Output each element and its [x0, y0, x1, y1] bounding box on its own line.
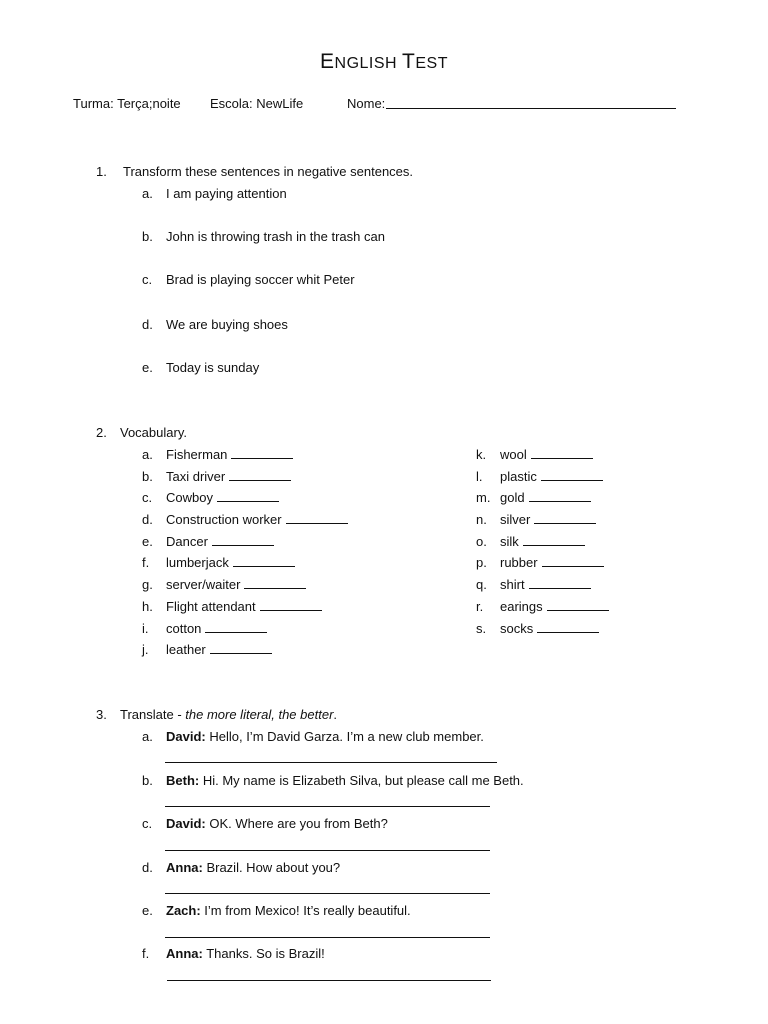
vocab-item-b: b. Taxi driver	[142, 469, 291, 484]
answer-blank[interactable]	[537, 621, 599, 633]
answer-blank[interactable]	[244, 577, 306, 589]
q1-item-c: c. Brad is playing soccer whit Peter	[142, 272, 355, 287]
answer-blank[interactable]	[534, 512, 596, 524]
vocab-item-l: l. plastic	[476, 469, 603, 484]
vocab-item-q: q. shirt	[476, 577, 591, 592]
answer-blank[interactable]	[541, 469, 603, 481]
vocab-item-n: n. silver	[476, 512, 596, 527]
answer-blank[interactable]	[542, 555, 604, 567]
dialogue-line-d: d. Anna: Brazil. How about you?	[142, 860, 341, 875]
q1-number: 1.	[96, 164, 107, 179]
answer-blank[interactable]	[529, 577, 591, 589]
q3-prompt: Translate - the more literal, the better.	[120, 707, 338, 722]
q1-item-a: a. I am paying attention	[142, 186, 287, 201]
answer-blank[interactable]	[229, 469, 291, 481]
dialogue-line-c: c. David: OK. Where are you from Beth?	[142, 816, 388, 831]
translation-answer-line[interactable]	[165, 893, 490, 894]
dialogue-line-a: a. David: Hello, I’m David Garza. I’m a new club member.	[142, 729, 484, 744]
vocab-item-d: d. Construction worker	[142, 512, 348, 527]
translation-answer-line[interactable]	[165, 806, 490, 807]
answer-blank[interactable]	[286, 512, 348, 524]
answer-blank[interactable]	[260, 599, 322, 611]
escola-label: Escola: NewLife	[210, 96, 304, 111]
answer-blank[interactable]	[531, 447, 593, 459]
vocab-item-g: g. server/waiter	[142, 577, 306, 592]
vocab-item-r: r. earings	[476, 599, 609, 614]
dialogue-line-b: b. Beth: Hi. My name is Elizabeth Silva, but please call me Beth.	[142, 773, 524, 788]
answer-blank[interactable]	[523, 534, 585, 546]
q2-prompt: Vocabulary.	[120, 425, 187, 440]
translation-answer-line[interactable]	[165, 850, 490, 851]
translation-answer-line[interactable]	[165, 762, 497, 763]
page-title: ENGLISH TEST	[320, 50, 448, 73]
answer-blank[interactable]	[205, 621, 267, 633]
dialogue-line-f: f. Anna: Thanks. So is Brazil!	[142, 946, 325, 961]
q1-item-b: b. John is throwing trash in the trash can	[142, 229, 385, 244]
turma-label: Turma: Terça;noite	[73, 96, 181, 111]
vocab-item-m: m. gold	[476, 490, 591, 505]
q2-number: 2.	[96, 425, 107, 440]
vocab-item-j: j. leather	[142, 642, 272, 657]
vocab-item-p: p. rubber	[476, 555, 604, 570]
q1-prompt: Transform these sentences in negative sentences.	[123, 164, 414, 179]
answer-blank[interactable]	[231, 447, 293, 459]
answer-blank[interactable]	[210, 642, 272, 654]
vocab-item-e: e. Dancer	[142, 534, 274, 549]
vocab-item-f: f. lumberjack	[142, 555, 295, 570]
vocab-item-i: i. cotton	[142, 621, 267, 636]
answer-blank[interactable]	[212, 534, 274, 546]
answer-blank[interactable]	[547, 599, 609, 611]
q1-item-e: e. Today is sunday	[142, 360, 260, 375]
translation-answer-line[interactable]	[167, 980, 491, 981]
answer-blank[interactable]	[217, 490, 279, 502]
answer-blank[interactable]	[233, 555, 295, 567]
translation-answer-line[interactable]	[165, 937, 490, 938]
vocab-item-k: k. wool	[476, 447, 593, 462]
vocab-item-c: c. Cowboy	[142, 490, 279, 505]
vocab-item-o: o. silk	[476, 534, 585, 549]
nome-label: Nome:	[347, 96, 386, 111]
vocab-item-h: h. Flight attendant	[142, 599, 322, 614]
q1-item-d: d. We are buying shoes	[142, 317, 288, 332]
answer-blank[interactable]	[529, 490, 591, 502]
q3-number: 3.	[96, 707, 107, 722]
vocab-item-a: a. Fisherman	[142, 447, 293, 462]
nome-answer-line[interactable]	[386, 108, 676, 109]
vocab-item-s: s. socks	[476, 621, 599, 636]
dialogue-line-e: e. Zach: I’m from Mexico! It’s really beautiful.	[142, 903, 411, 918]
